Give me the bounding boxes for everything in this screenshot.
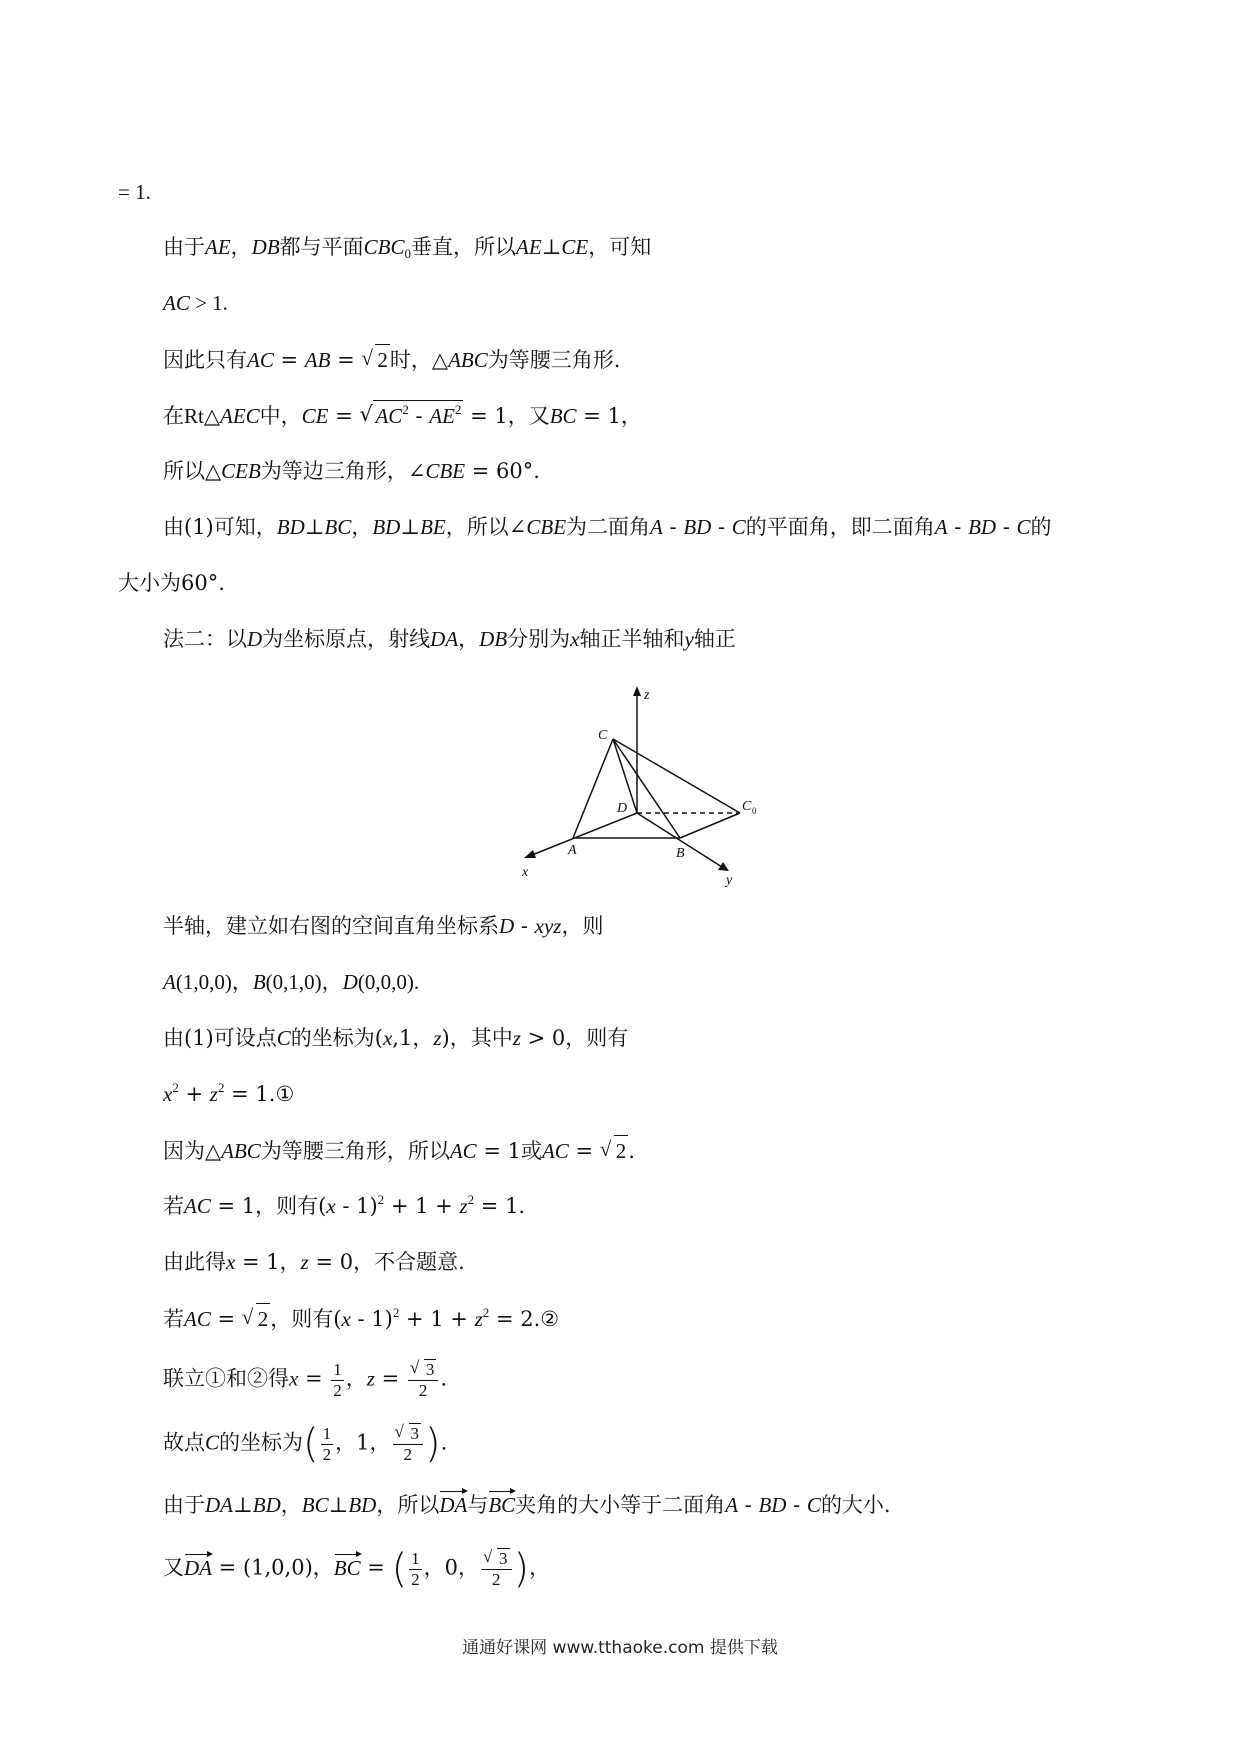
line-15: 若AC = 1，则有$(x - 1)^2 + 1 + z^2 = 1$. [163, 1192, 526, 1218]
label-y: y [726, 873, 733, 888]
line-19: 故点C的坐标为( $\frac{1}{2}$ ，1， √ $\frac{3}{2}$ ). [163, 1423, 447, 1465]
y-arrow [718, 862, 729, 871]
label-d: D [617, 801, 628, 816]
line-9: 法二：以D为坐标原点，射线DA，DB分别为x轴正半轴和y轴正 [163, 627, 736, 651]
line-12: 由(1)可设点C的坐标为(x,1，z)，其中z > 0，则有 [163, 1026, 629, 1050]
label-z: z [644, 688, 650, 703]
label-b: B [676, 846, 685, 861]
label-c: C [598, 728, 608, 743]
edge-c0b [680, 813, 740, 838]
edge-ca [573, 739, 613, 838]
line-20: 由于DA⊥BD，BC⊥BD，所以DA与BC夹角的大小等于二面角A - BD - C的大小. [163, 1490, 891, 1520]
line-8: 大小为60°. [118, 571, 225, 595]
line-13: $x^2 + z^2$ = 1.① [163, 1080, 295, 1106]
line-6: 所以△CEB为等边三角形，∠CBE = 60°. [163, 459, 540, 483]
line-17: 若AC = √ 2，则有$(x - 1)^2 + 1 + z^2$ = 2.② [163, 1303, 559, 1334]
label-x: x [522, 865, 529, 880]
edge-cc0 [613, 739, 740, 813]
x-arrow [524, 850, 536, 858]
line-18: 联立①和②得x = $\frac{1}{2}$ ，z = √ $\frac{3}{2}$ . [163, 1359, 447, 1401]
line-2: 由于AE，DB都与平面$CBC_0$垂直，所以AE⊥CE，可知 [163, 235, 652, 261]
line-1: = 1. [118, 180, 151, 204]
line-11: A(1,0,0)，B(0,1,0)，D(0,0,0). [163, 970, 420, 994]
label-c0-sub: 0 [752, 806, 757, 816]
line-16: 由此得x = 1，z = 0，不合题意. [163, 1250, 465, 1274]
label-c0: C [742, 799, 752, 814]
page-footer: 通通好课网 www.tthaoke.com 提供下载 [462, 1638, 778, 1658]
line-21: 又DA = (1,0,0)，BC = ( $\frac{1}{2}$ ，0， √ $\frac{3}{2}$ )， [163, 1548, 550, 1590]
x-axis [532, 813, 637, 855]
line-10: 半轴，建立如右图的空间直角坐标系D - xyz，则 [163, 914, 604, 938]
label-a: A [568, 843, 577, 858]
coordinate-figure [510, 682, 790, 892]
line-7: 由(1)可知，BD⊥BC，BD⊥BE，所以∠CBE为二面角A - BD - C的平面角，即二面角A - BD - C的 [163, 515, 1052, 539]
line-3: AC > 1. [163, 291, 228, 315]
line-5: 在Rt△AEC中，CE = √ $AC^2 - AE^2 = 1$，又BC = 1， [163, 400, 642, 431]
line-4: 因此只有AC = AB = √ 2时，△ABC为等腰三角形. [163, 344, 620, 375]
line-14: 因为△ABC为等腰三角形，所以AC = 1或AC = √ 2. [163, 1135, 635, 1166]
edge-cb [613, 739, 680, 838]
z-arrow [633, 686, 641, 696]
